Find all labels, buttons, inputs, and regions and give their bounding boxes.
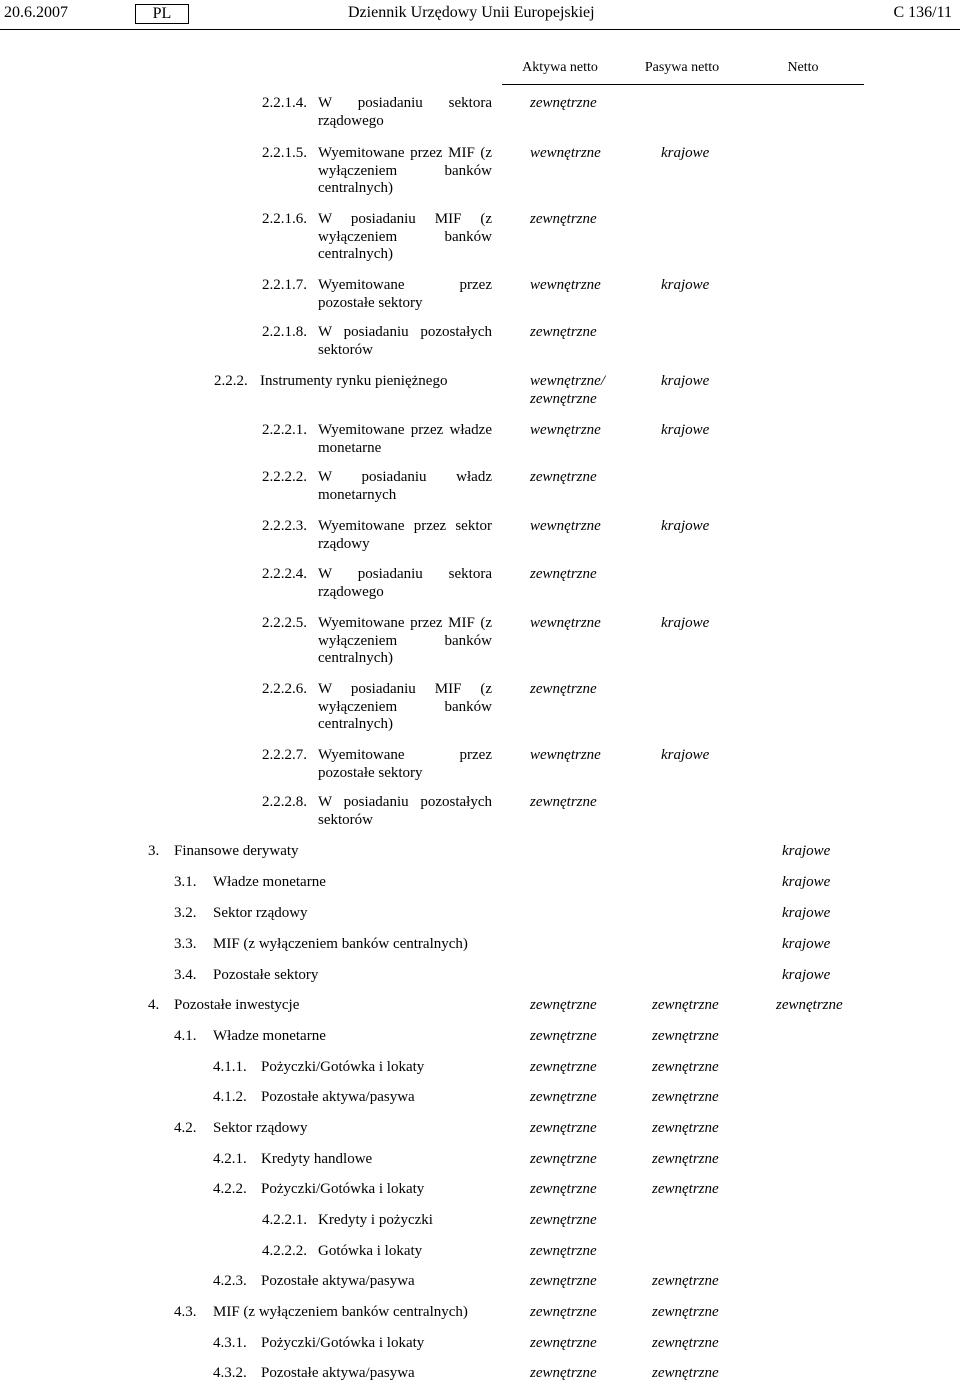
row-label: Wyemitowane przez pozostałe sektory xyxy=(318,747,492,781)
assets-cell: zewnętrzne xyxy=(530,211,597,227)
liabilities-cell: krajowe xyxy=(661,373,710,389)
liabilities-cell: krajowe xyxy=(661,518,710,534)
row-number: 2.2.2.7. xyxy=(262,747,307,763)
liabilities-cell: zewnętrzne xyxy=(652,1059,719,1075)
row-number: 3. xyxy=(148,843,160,859)
row-label: Władze monetarne xyxy=(213,1028,326,1044)
row-number: 3.2. xyxy=(174,905,197,921)
row-label: Wyemitowane przez sektor rządowy xyxy=(318,518,492,552)
row-number: 4.2.2. xyxy=(213,1181,247,1197)
liabilities-cell: zewnętrzne xyxy=(652,1365,719,1381)
row-label: Władze monetarne xyxy=(213,874,326,890)
row-number: 4.3. xyxy=(174,1304,197,1320)
row-label: Wyemitowane przez MIF (z wyłączeniem banków centralnych) xyxy=(318,145,492,196)
column-header-liabilities: Pasywa netto xyxy=(644,60,720,75)
row-number: 4.2.2.1. xyxy=(262,1212,307,1228)
assets-cell: wewnętrzne/ zewnętrzne xyxy=(530,373,605,407)
journal-reference: C 136/11 xyxy=(893,4,952,21)
row-label: Sektor rządowy xyxy=(213,1120,308,1136)
row-number: 4.2.2.2. xyxy=(262,1243,307,1259)
row-label: MIF (z wyłączeniem banków centralnych) xyxy=(213,936,468,952)
net-cell: krajowe xyxy=(782,905,831,921)
assets-cell: zewnętrzne xyxy=(530,1181,597,1197)
page-header xyxy=(0,0,960,30)
row-number: 2.2.2.6. xyxy=(262,681,307,697)
row-label: Wyemitowane przez MIF (z wyłączeniem banków centralnych) xyxy=(318,615,492,666)
liabilities-cell: zewnętrzne xyxy=(652,1120,719,1136)
journal-title: Dziennik Urzędowy Unii Europejskiej xyxy=(348,4,595,21)
language-box: PL xyxy=(135,4,189,24)
assets-cell: wewnętrzne xyxy=(530,615,601,631)
row-number: 4.2. xyxy=(174,1120,197,1136)
assets-cell: zewnętrzne xyxy=(530,1151,597,1167)
liabilities-cell: krajowe xyxy=(661,145,710,161)
assets-cell: zewnętrzne xyxy=(530,1089,597,1105)
row-label: Pożyczki/Gotówka i lokaty xyxy=(261,1181,425,1197)
assets-cell: zewnętrzne xyxy=(530,566,597,582)
row-number: 2.2.1.8. xyxy=(262,324,307,340)
row-label: Pozostałe sektory xyxy=(213,967,319,983)
row-number: 4.1.2. xyxy=(213,1089,247,1105)
assets-cell: zewnętrzne xyxy=(530,1212,597,1228)
row-label: W posiadaniu sektora rządowego xyxy=(318,95,492,129)
assets-cell: wewnętrzne xyxy=(530,747,601,763)
row-label: Pozostałe aktywa/pasywa xyxy=(261,1365,415,1381)
row-label: Finansowe derywaty xyxy=(174,843,299,859)
row-label: Pożyczki/Gotówka i lokaty xyxy=(261,1335,425,1351)
row-label: Kredyty handlowe xyxy=(261,1151,373,1167)
row-label: MIF (z wyłączeniem banków centralnych) xyxy=(213,1304,468,1320)
liabilities-cell: zewnętrzne xyxy=(652,1273,719,1289)
row-label: Pozostałe aktywa/pasywa xyxy=(261,1089,415,1105)
assets-cell: zewnętrzne xyxy=(530,1365,597,1381)
row-label: Instrumenty rynku pieniężnego xyxy=(260,373,448,389)
row-label: W posiadaniu MIF (z wyłączeniem banków centralnych) xyxy=(318,681,492,732)
assets-cell: wewnętrzne xyxy=(530,277,601,293)
row-number: 4.2.3. xyxy=(213,1273,247,1289)
header-rule xyxy=(0,29,960,30)
row-label: W posiadaniu pozostałych sektorów xyxy=(318,794,492,828)
assets-cell: zewnętrzne xyxy=(530,681,597,697)
row-number: 2.2.2.3. xyxy=(262,518,307,534)
liabilities-cell: zewnętrzne xyxy=(652,1028,719,1044)
row-label: Sektor rządowy xyxy=(213,905,308,921)
net-cell: krajowe xyxy=(782,843,831,859)
row-number: 4.3.2. xyxy=(213,1365,247,1381)
row-label: Pożyczki/Gotówka i lokaty xyxy=(261,1059,425,1075)
liabilities-cell: zewnętrzne xyxy=(652,1304,719,1320)
row-label: W posiadaniu władz monetarnych xyxy=(318,469,492,503)
liabilities-cell: krajowe xyxy=(661,277,710,293)
header-date: 20.6.2007 xyxy=(4,4,68,21)
assets-cell: zewnętrzne xyxy=(530,1028,597,1044)
column-header-assets: Aktywa netto xyxy=(522,60,598,75)
liabilities-cell: zewnętrzne xyxy=(652,1181,719,1197)
row-label: Wyemitowane przez pozostałe sektory xyxy=(318,277,492,311)
liabilities-cell: krajowe xyxy=(661,422,710,438)
row-number: 3.1. xyxy=(174,874,197,890)
row-number: 4. xyxy=(148,997,160,1013)
assets-cell: zewnętrzne xyxy=(530,324,597,340)
row-number: 2.2.1.7. xyxy=(262,277,307,293)
row-number: 2.2.1.4. xyxy=(262,95,307,111)
liabilities-cell: zewnętrzne xyxy=(652,997,719,1013)
row-label: Wyemitowane przez władze monetarne xyxy=(318,422,492,456)
assets-cell: wewnętrzne xyxy=(530,422,601,438)
row-number: 3.3. xyxy=(174,936,197,952)
row-label: Pozostałe aktywa/pasywa xyxy=(261,1273,415,1289)
liabilities-cell: zewnętrzne xyxy=(652,1335,719,1351)
net-cell: krajowe xyxy=(782,967,831,983)
assets-cell: zewnętrzne xyxy=(530,1120,597,1136)
assets-cell: wewnętrzne xyxy=(530,518,601,534)
assets-cell: zewnętrzne xyxy=(530,469,597,485)
assets-cell: zewnętrzne xyxy=(530,1335,597,1351)
liabilities-cell: krajowe xyxy=(661,615,710,631)
row-label: Kredyty i pożyczki xyxy=(318,1212,433,1228)
liabilities-cell: zewnętrzne xyxy=(652,1151,719,1167)
liabilities-cell: krajowe xyxy=(661,747,710,763)
assets-cell: wewnętrzne xyxy=(530,145,601,161)
assets-cell: zewnętrzne xyxy=(530,95,597,111)
row-number: 2.2.2.4. xyxy=(262,566,307,582)
row-number: 3.4. xyxy=(174,967,197,983)
column-header-rule xyxy=(502,84,864,85)
row-number: 2.2.2.8. xyxy=(262,794,307,810)
row-number: 2.2.1.5. xyxy=(262,145,307,161)
net-cell: zewnętrzne xyxy=(776,997,843,1013)
net-cell: krajowe xyxy=(782,874,831,890)
column-header-net: Netto xyxy=(787,60,819,75)
row-number: 2.2.1.6. xyxy=(262,211,307,227)
row-number: 4.1.1. xyxy=(213,1059,247,1075)
row-number: 2.2.2. xyxy=(214,373,248,389)
row-number: 2.2.2.1. xyxy=(262,422,307,438)
row-label: W posiadaniu sektora rządowego xyxy=(318,566,492,600)
row-label: W posiadaniu pozostałych sektorów xyxy=(318,324,492,358)
row-number: 4.3.1. xyxy=(213,1335,247,1351)
row-number: 2.2.2.5. xyxy=(262,615,307,631)
assets-cell: zewnętrzne xyxy=(530,1273,597,1289)
row-label: W posiadaniu MIF (z wyłączeniem banków centralnych) xyxy=(318,211,492,262)
row-number: 4.2.1. xyxy=(213,1151,247,1167)
assets-cell: zewnętrzne xyxy=(530,1059,597,1075)
row-label: Gotówka i lokaty xyxy=(318,1243,423,1259)
net-cell: krajowe xyxy=(782,936,831,952)
row-label: Pozostałe inwestycje xyxy=(174,997,300,1013)
assets-cell: zewnętrzne xyxy=(530,997,597,1013)
row-number: 2.2.2.2. xyxy=(262,469,307,485)
assets-cell: zewnętrzne xyxy=(530,1243,597,1259)
assets-cell: zewnętrzne xyxy=(530,1304,597,1320)
assets-cell: zewnętrzne xyxy=(530,794,597,810)
row-number: 4.1. xyxy=(174,1028,197,1044)
liabilities-cell: zewnętrzne xyxy=(652,1089,719,1105)
